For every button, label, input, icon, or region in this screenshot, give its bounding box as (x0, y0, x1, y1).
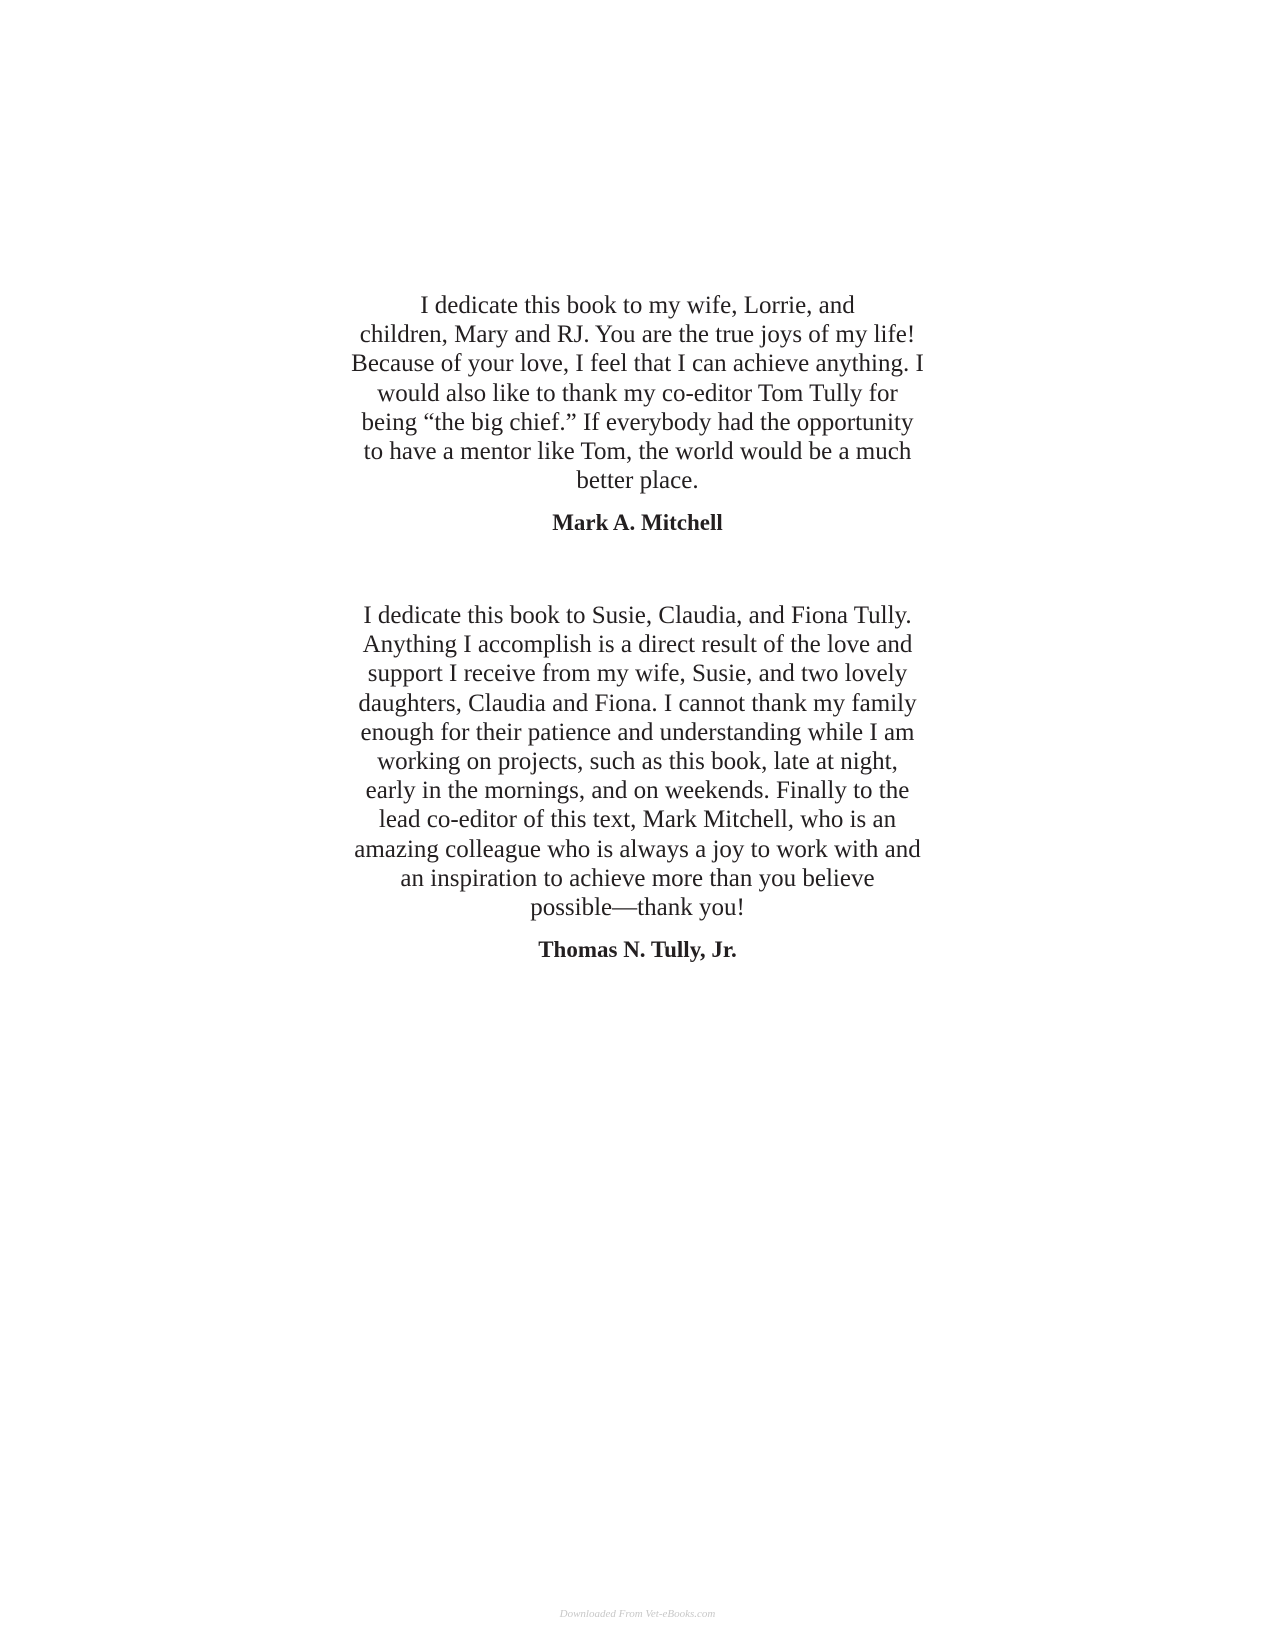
dedication-signature: Mark A. Mitchell (552, 510, 723, 536)
dedication-text: I dedicate this book to my wife, Lorrie, and children, Mary and RJ. You are the true joys of my life! Because of your love, I feel that I can achieve anything. I would also like to thank my co-editor Tom Tully for being “the big chief.” If everybody had the opportunity to have a mentor like Tom, the world would be a much better place. (351, 292, 924, 495)
dedication-signature: Thomas N. Tully, Jr. (538, 937, 737, 963)
dedication-tully (0, 601, 1275, 964)
footer-watermark: Downloaded From Vet-eBooks.com (559, 1608, 716, 1620)
dedication-mitchell (0, 291, 1275, 537)
dedication-text: I dedicate this book to Susie, Claudia, and Fiona Tully. Anything I accomplish is a direct result of the love and support I receive from my wife, Susie, and two lovely daughters, Claudia and Fiona. I cannot thank my family enough for their patience and understanding while I am working on projects, such as this book, late at night, early in the mornings, and on weekends. Finally to the lead co-editor of this text, Mark Mitchell, who is an amazing colleague who is always a joy to work with and an inspiration to achieve more than you believe possible—thank you! (354, 602, 921, 922)
